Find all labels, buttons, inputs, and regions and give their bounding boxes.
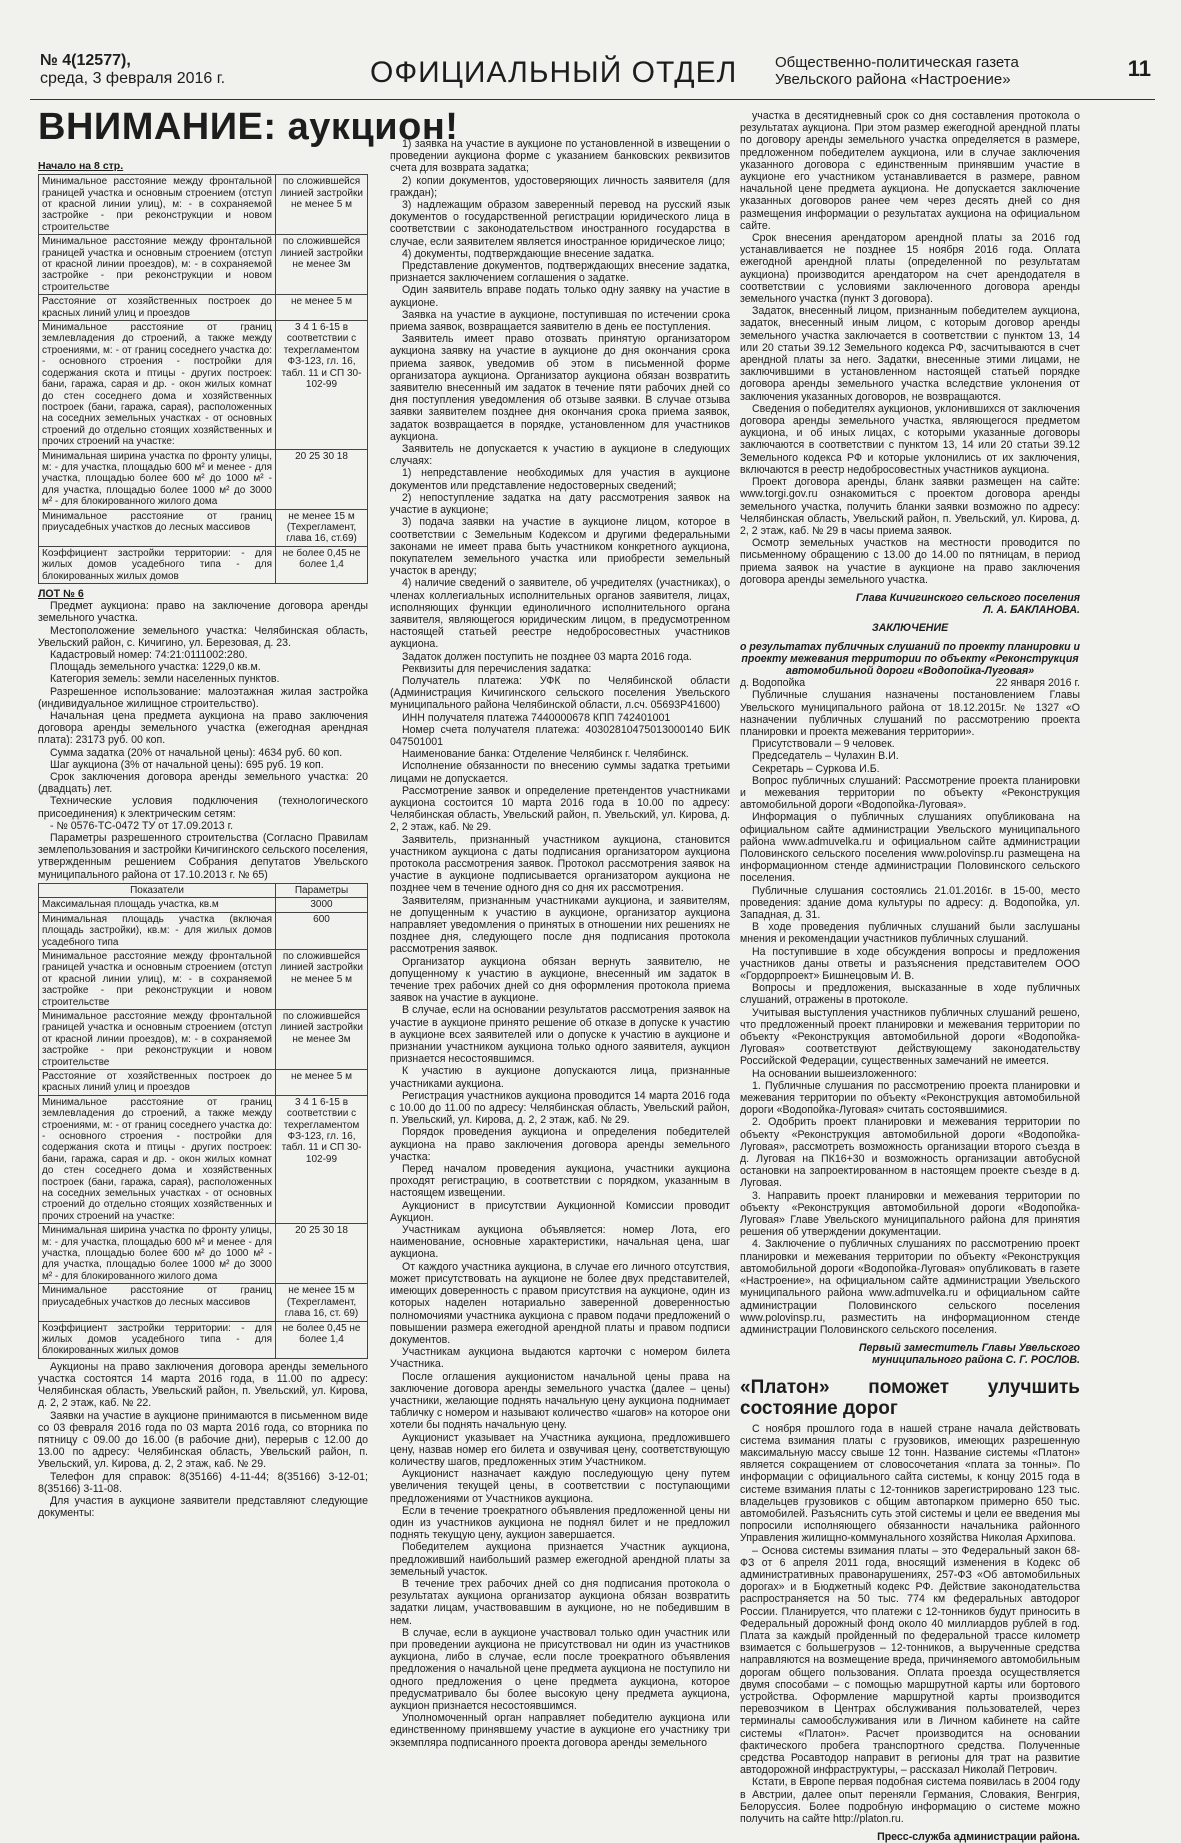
- conclusion-body: [740, 689, 1080, 1336]
- param-label: Минимальная ширина участка по фронту улицы, м: - для участка, площадью 600 м² и менее - для участка, площадью более 600 м² до 1000 м² - для участка, площадью более 1000 м² до 3000 м² - для блокированного жилого дома: [39, 1224, 276, 1284]
- param-value: 20 25 30 18: [276, 449, 368, 509]
- rules-paragraph: Регистрация участников аукциона проводится 14 марта 2016 года с 10.00 до 11.00 по адресу: Челябинская область, Увельский район, п. Увельский, ул. Кирова, д. 2, 2 этаж, каб. № 29.: [390, 1089, 730, 1127]
- rules-paragraph: 1) заявка на участие в аукционе по установленной в извещении о проведении аукциона форме с указанием банковских реквизитов счета для возврата задатка;: [390, 138, 730, 175]
- rules-paragraph: 1) непредставление необходимых для участия в аукционе документов или представление недостоверных сведений;: [390, 467, 730, 492]
- rules-paragraph: 2) копии документов, удостоверяющих личность заявителя (для граждан);: [390, 174, 730, 199]
- param-value: не менее 15 м (Техрегламент, глава 16, ст.69): [276, 509, 368, 546]
- rules-paragraph: К участию в аукционе допускаются лица, признанные участниками аукциона.: [390, 1065, 730, 1090]
- rules-paragraph: Получатель платежа: УФК по Челябинской области (Администрация Кичигинского сельского поселения Увельского муниципального района Челябинской области, л.сч. 05693P41600): [390, 674, 730, 712]
- rules-paragraph: Реквизиты для перечисления задатка:: [402, 662, 592, 675]
- rules-paragraph: Организатор аукциона обязан вернуть заявителю, не допущенному к участию в аукционе, внесенный им задаток в течение трех рабочих дней со дня оформления протокола приема заявок на участие в аукционе.: [390, 955, 730, 1005]
- table-row: [39, 321, 368, 449]
- auction-rules: [390, 138, 730, 1749]
- param-label: Расстояние от хозяйственных построек до красных линий улиц и проездов: [39, 295, 276, 321]
- table-row: [39, 235, 368, 295]
- param-label: Минимальное расстояние от границ приусадебных участков до лесных массивов: [39, 509, 276, 546]
- rules-paragraph: Представление документов, подтверждающих внесение задатка, признается заключением соглашения о задатке.: [390, 260, 730, 285]
- lot-paragraph: - № 0576-ТС-0472 ТУ от 17.09.2013 г.: [50, 819, 234, 832]
- table-row: [39, 1009, 368, 1069]
- rules-paragraph: Исполнение обязанности по внесению суммы задатка третьими лицами не допускается.: [390, 760, 730, 785]
- param-label: Минимальное расстояние от границ землевладения до строений, а также между строениями, м: - от границ соседнего участка до: - основного строения - постройки для содержания скота и птицы - других построек: бани, гаража, сарая и др. - окон жилых комнат до стен соседнего дома и хозяйственных построек (бани, гаража, сарая), расположенных на соседних земельных участках - от основных строений до отдельно стоящих хозяйственных и прочих строений на участке:: [39, 1095, 276, 1223]
- column-2: [390, 138, 730, 1749]
- rules-paragraph: 4) документы, подтверждающие внесение задатка.: [402, 247, 655, 260]
- issue-date: среда, 3 февраля 2016 г.: [40, 70, 226, 87]
- table-row: [39, 546, 368, 583]
- conclusion-paragraph: Вопрос публичных слушаний: Рассмотрение проекта планировки и межевания территории по объекту «Реконструкция автомобильной дороги «Водопойка-Луговая».: [740, 774, 1080, 812]
- place-date: 22 января 2016 г.: [995, 677, 1080, 690]
- params-table-2: [38, 883, 368, 1359]
- platon-paragraph: – Основа системы взимания платы – это Федеральный закон 68-ФЗ от 6 апреля 2011 года, вносящий изменения в Кодекс об административных правонарушениях, 257-ФЗ «Об автомобильных дорогах» и в Бюджетный кодекс РФ. Действие законодательства распространяется на 50 тыс. 774 км федеральных автодорог России. Планируется, что платежи с 12-тонников будут приносить в Федеральный дорожный фонд около 40 миллиардов рублей в год. Плата за каждый пройденный по федеральной трассе километр взимается с большегрузов – 12-тонников, а вырученные средства направляются на возмещение вреда, причиняемого автомобильным дорогам общего пользования. Оплата проезда осуществляется двумя способами – с помощью маршрутной карты или бортового устройства. Оформление маршрутной карты производится перевозчиком в Центрах обслуживания пользователей, через терминалы самообслуживания или в Личном кабинете на сайте системы «Платон». Расчет производится на основании фактического пробега транспортного средства. Полученные средства Росавтодор направит в регионы для трат на развитие автодорожной инфраструктуры, – рассказал Николай Петрович.: [740, 1544, 1080, 1777]
- platon-article: [740, 1423, 1080, 1826]
- param-label: Коэффициент застройки территории: - для жилых домов усадебного типа - для блокированных жилых домов: [39, 1321, 276, 1358]
- param-value: не менее 5 м: [276, 295, 368, 321]
- param-label: Минимальное расстояние от границ землевладения до строений, а также между строениями, м: - от границ соседнего участка до: - основного строения - постройки для содержания скота и птицы - других построек: бани, гаража, сарая и др. - окон жилых комнат до стен соседнего дома и хозяйственных построек (бани, гаража, сарая), расположенных на соседних земельных участках - от основных строений до отдельно стоящих хозяйственных и прочих строений на участке:: [39, 321, 276, 449]
- conclusion-paragraph: Присутствовали – 9 человек.: [752, 738, 895, 751]
- conclusion-paragraph: В ходе проведения публичных слушаний были заслушаны мнения и рекомендации участников публичных слушаний.: [740, 921, 1080, 946]
- conclusion-subtitle: о результатах публичных слушаний по проекту планировки и проекту межевания территории по объекту «Реконструкция автомобильной дороги «Водопойка-Луговая»: [740, 640, 1080, 677]
- lot-paragraph: Шаг аукциона (3% от начальной цены): 695 руб. 19 коп.: [50, 758, 324, 771]
- rules-paragraph: Аукционист указывает на Участника аукциона, предложившего цену, назвав номер его билета и озвучивая цену, соответствующую количеству шагов, предложенных этим Участником.: [390, 1431, 730, 1468]
- rules-paragraph: Порядок проведения аукциона и определения победителей аукциона на право заключения договора аренды земельного участка:: [390, 1126, 730, 1163]
- signature-2-title: Первый заместитель Главы Увельского: [858, 1342, 1080, 1355]
- signature-2: [740, 1342, 1080, 1366]
- terms-paragraph: Сведения о победителях аукционов, уклонившихся от заключения договора аренды земельного участка, являющегося предметом аукциона, и об иных лицах, с которыми указанные договоры заключаются в соответствии с пунктом 13, 14 или 20 статьи 39.12 Земельного кодекса РФ и которые уклонились от их заключения, включаются в реестр недобросовестных участников аукциона.: [740, 402, 1080, 476]
- conclusion-paragraph: Вопросы и предложения, высказанные в ходе публичных слушаний, отражены в протоколе.: [740, 982, 1080, 1007]
- rules-paragraph: 4) наличие сведений о заявителе, об учредителях (участниках), о членах коллегиальных исполнительных органов заявителя, лицах, исполняющих функции единоличного исполнительного органа заявителя, являющегося юридическим лицом, в предусмотренном настоящей статьей реестре недобросовестных участников аукциона.: [390, 577, 730, 651]
- param-value: 3 4 1 6-15 в соответствии с техрегламентом ФЗ-123, гл. 16, табл. 11 и СП 30-102-99: [276, 1095, 368, 1223]
- param-value: 3000: [276, 898, 368, 912]
- param-value: не более 0,45 не более 1,4: [276, 546, 368, 583]
- conclusion-paragraph: Публичные слушания состоялись 21.01.2016г. в 15-00, место проведения: здание дома культуры по адресу: д. Водопойка, ул. Западная, д. 31.: [740, 884, 1080, 921]
- conclusion-paragraph: Учитывая выступления участников публичных слушаний решено, что предложенный проект планировки и межевания территории по объекту «Реконструкция автомобильной дороги «Водопойка-Луговая» соответствуют действующему законодательству Российской Федерации, существенных замечаний не имеется.: [740, 1006, 1080, 1068]
- lot-paragraph: Технические условия подключения (технологического присоединения) к электрическим сетям:: [38, 795, 368, 820]
- rules-paragraph: 3) подача заявки на участие в аукционе лицом, которое в соответствии с Земельным Кодексом и другими федеральными законами не имеет права быть участником конкретного аукциона, покупателем земельного участка или приобрести земельный участок в аренду;: [390, 516, 730, 578]
- section-title: ОФИЦИАЛЬНЫЙ ОТДЕЛ: [370, 56, 738, 89]
- conclusion-paragraph: Информация о публичных слушаниях опубликована на официальном сайте администрации Увельского муниципального района www.admuvelka.ru и официальном сайте администрации Половинского сельского поселения www.polovinsp.ru размещена на информационном стенде администрации Половинского сельского поселения.: [740, 811, 1080, 885]
- issue-info: [40, 52, 225, 88]
- terms-paragraph: Срок внесения арендатором арендной платы за 2016 год устанавливается не позднее 15 ноября 2016 года. Оплата ежегодной арендной платы (определенной по результатам аукциона) производится арендатором на счет арендодателя в соответствии с условиями заключенного договора аренды земельного участка (пункт 3 договора).: [740, 232, 1080, 306]
- rules-paragraph: Заявитель не допускается к участию в аукционе в следующих случаях:: [390, 443, 730, 468]
- param-value: по сложившейся линией застройки не менее 3м: [276, 1009, 368, 1069]
- terms-paragraph: участка в десятидневный срок со дня составления протокола о результатах аукциона. При этом размер ежегодной арендной платы по договору аренды земельного участка определяется в размере, предложенном победителем аукциона, или в случае заключения указанного договора с единственным принявшим участие в аукционе его участником устанавливается в размере, равном начальной цене предмета аукциона. Не допускается заключение указанных договоров ранее чем через десять дней со дня размещения информации о результатах аукциона на официальном сайте.: [740, 110, 1080, 232]
- schedule-paragraph: Аукционы на право заключения договора аренды земельного участка состоятся 14 марта 2016 года, в 11.00 по адресу: Челябинская область, Увельский район, п. Увельский, ул. Кирова, д. 2, 2 этаж, каб. № 22.: [38, 1360, 368, 1410]
- param-value: по сложившейся линией застройки не менее 3м: [276, 235, 368, 295]
- param-label: Минимальное расстояние между фронтальной границей участка и основным строением (отступ от красной линии улиц), м: - в сохраняемой застройке - при реконструкции и новом строительстве: [39, 949, 276, 1009]
- lot-paragraph: Категория земель: земли населенных пунктов.: [50, 673, 280, 686]
- rules-paragraph: Один заявитель вправе подать только одну заявку на участие в аукционе.: [390, 284, 730, 309]
- rules-paragraph: Участникам аукциона объявляется: номер Лота, его наименование, основные характеристики, начальная цена, шаг аукциона.: [390, 1224, 730, 1261]
- terms-paragraph: Осмотр земельных участков на местности проводится по письменному обращению с 13.00 до 14.00 по пятницам, в период приема заявок на участие в аукционе на право заключения договора аренды земельного участка.: [740, 537, 1080, 586]
- continuation-note: Начало на 8 стр.: [38, 160, 124, 172]
- platon-paragraph: С ноября прошлого года в нашей стране начала действовать система взимания платы с грузовиков, имеющих разрешенную максимальную массу свыше 12 тонн. Название системы «Платон» является сокращением от словосочетания «плата за тонны». По информации с официального сайта системы, к концу 2015 года в системе взимания платы с 12-тонников зарегистрировано 123 тыс. владельцев грузовиков с общим автопарком примерно 650 тыс. автомобилей. Разъяснить суть этой системы и цели ее введения мы попросили исполняющего обязанности начальника районного Управления жилищно-коммунального хозяйства Николая Архипова.: [740, 1422, 1080, 1545]
- param-value: 20 25 30 18: [276, 1224, 368, 1284]
- lot-paragraph: Кадастровый номер: 74:21:0111002:280.: [50, 649, 248, 662]
- param-label: Минимальное расстояние от границ приусадебных участков до лесных массивов: [39, 1284, 276, 1321]
- paper-name-line1: Общественно-политическая газета: [775, 54, 1019, 71]
- rules-paragraph: Заявитель имеет право отозвать принятую организатором аукциона заявку на участие в аукционе до дня окончания срока приема заявок, уведомив об этом в письменной форме организатора аукциона. Организатор аукциона обязан возвратить заявителю внесенный им задаток в течение пяти рабочих дней со дня поступления уведомления об отзыве заявки. В случае отзыва заявки заявителем позднее дня окончания срока приема заявок, задаток возвращается в порядке, установленном для участников аукциона.: [390, 333, 730, 443]
- param-label: Максимальная площадь участка, кв.м: [39, 898, 276, 912]
- paper-name-line2: Увельского района «Настроение»: [775, 71, 1011, 88]
- param-value: не менее 5 м: [276, 1069, 368, 1095]
- param-value: не менее 15 м (Техрегламент, глава 16, ст. 69): [276, 1284, 368, 1321]
- conclusion-title: ЗАКЛЮЧЕНИЕ: [871, 622, 949, 635]
- param-value: не более 0,45 не более 1,4: [276, 1321, 368, 1358]
- signature-2-name: муниципального района С. Г. РОСЛОВ.: [872, 1354, 1080, 1367]
- lot-paragraph: Срок заключения договора аренды земельного участка: 20 (двадцать) лет.: [38, 771, 368, 796]
- rules-paragraph: В случае, если на основании результатов рассмотрения заявок на участие в аукционе принято решение об отказе в допуске к участию в аукционе всех заявителей или о допуске к участию в аукционе и признании участником аукциона только одного заявителя, аукцион признается несостоявшимся.: [390, 1004, 730, 1066]
- page-header: [30, 50, 1155, 100]
- rules-paragraph: 2) непоступление задатка на дату рассмотрения заявок на участие в аукционе;: [390, 491, 730, 517]
- rules-paragraph: Наименование банка: Отделение Челябинск г. Челябинск.: [402, 748, 689, 761]
- param-label: Расстояние от хозяйственных построек до красных линий улиц и проездов: [39, 1069, 276, 1095]
- param-value: по сложившейся линией застройки не менее 5 м: [276, 175, 368, 235]
- lot-paragraph: Разрешенное использование: малоэтажная жилая застройка (индивидуальное жилищное строительство).: [38, 685, 368, 710]
- table-row: [39, 509, 368, 546]
- table-row: [39, 1284, 368, 1321]
- rules-paragraph: Перед началом проведения аукциона, участники аукциона проходят регистрацию, в соответствии с порядком, указанным в настоящем извещении.: [390, 1163, 730, 1200]
- rules-paragraph: Участникам аукциона выдаются карточки с номером билета Участника.: [390, 1346, 730, 1371]
- signature-1-name: Л. А. БАКЛАНОВА.: [983, 604, 1080, 617]
- rules-paragraph: От каждого участника аукциона, в случае его личного отсутствия, может присутствовать на аукционе не более двух представителей, имеющих доверенность с правом присутствия на аукционе, один из которых наделен нотариально заверенной доверенностью полномочиями участника аукциона с правом подачи предложений о повышении размера ежегодной арендной платы и правом подписи документов.: [390, 1260, 730, 1346]
- lot-paragraph: Начальная цена предмета аукциона на право заключения договора аренды земельного участка (ежегодная арендная плата): 23173 руб. 00 коп.: [38, 710, 368, 747]
- conclusion-paragraph: На поступившие в ходе обсуждения вопросы и предложения участников даны ответы и разъяснения представителем ООО «Гордорпроект» Бишнецовым И. В.: [740, 945, 1080, 983]
- rules-paragraph: Заявитель, признанный участником аукциона, становится участником аукциона с даты подписания организатором аукциона протокола рассмотрения заявок. Протокол рассмотрения заявок на участие в аукционе подписывается организатором аукциона не позднее чем в течение одного дня со дня их рассмотрения.: [390, 833, 730, 895]
- conclusion-paragraph: 1. Публичные слушания по рассмотрению проекта планировки и межевания территории по объекту «Реконструкция автомобильной дороги «Водопойка-Луговая» считать состоявшимися.: [740, 1079, 1080, 1117]
- lot-paragraph: Местоположение земельного участка: Челябинская область, Увельский район, с. Кичигино, ул. Березовая, д. 23.: [38, 624, 368, 649]
- table-row: [39, 1224, 368, 1284]
- conclusion-paragraph: На основании вышеизложенного:: [752, 1067, 917, 1080]
- rules-paragraph: Заявителям, признанным участниками аукциона, и заявителям, не допущенным к участию в аукционе, организатор аукциона направляет уведомления о принятых в отношении них решениях не позднее дня, следующего после дня подписания протокола рассмотрения заявок.: [390, 894, 730, 956]
- table-row: [39, 1069, 368, 1095]
- press-service: Пресс-служба администрации района.: [877, 1831, 1080, 1843]
- table-row: [39, 949, 368, 1009]
- schedule-paragraph: Заявки на участие в аукционе принимаются в письменном виде со 03 февраля 2016 года по 03 марта 2016 года, со вторника по пятницу с 09.00 до 16.00 (в рабочие дни), перерыв с 12.00 до 13.00 по адресу: Челябинская область, Увельский район, п. Увельский, ул. Кирова, д. 2, 2 этаж, каб. № 29.: [38, 1409, 368, 1471]
- rules-paragraph: Уполномоченный орган направляет победителю аукциона или единственному принявшему участие в аукционе его участнику три экземпляра подписанного проекта договора аренды земельного: [390, 1712, 730, 1749]
- param-label: Минимальная ширина участка по фронту улицы, м: - для участка, площадью 600 м² и менее - для участка, площадью более 600 м² до 1000 м² - для участка, площадью более 1000 м² до 3000 м² - для блокированного жилого дома: [39, 449, 276, 509]
- auction-schedule: [38, 1361, 368, 1520]
- terms-paragraph: Проект договора аренды, бланк заявки размещен на сайте: www.torgi.gov.ru ознакомиться с проектом договора аренды земельного участка, получить бланки заявки возможно по адресу: Челябинская область, Увельский район, п. Увельский, ул. Кирова, д. 2, 2 этаж, каб. № 29 в часы приема заявок.: [740, 476, 1080, 537]
- table-row: [39, 1321, 368, 1358]
- terms-paragraph: Задаток, внесенный лицом, признанным победителем аукциона, задаток, внесенный иным лицом, с которым договор аренды земельного участка заключается в соответствии с пунктом 13, 14 или 20 статьи 39.12 Земельного кодекса РФ, засчитываются в счет арендной платы за него. Задатки, внесенные этими лицами, не заключившими в установленном настоящей статьей порядке договора аренды земельного участка вследствие уклонения от заключения указанных договоров, не возвращаются.: [740, 305, 1080, 403]
- table-row: [39, 912, 368, 949]
- table-row: [39, 449, 368, 509]
- param-value: 600: [276, 912, 368, 949]
- lot-paragraph: Предмет аукциона: право на заключение договора аренды земельного участка.: [38, 600, 368, 625]
- param-label: Минимальная площадь участка (включая площадь застройки), кв.м: - для жилых домов усадебного типа: [39, 912, 276, 949]
- rules-paragraph: В течение трех рабочих дней со дня подписания протокола о результатах аукциона организатор аукциона обязан возвратить задатки лицам, участвовавшим в аукционе, но не победившим в нем.: [390, 1577, 730, 1627]
- signature-1-title: Глава Кичигинского сельского поселения: [856, 591, 1080, 604]
- place: д. Водопойка: [740, 677, 806, 690]
- issue-number: № 4(12577),: [40, 52, 131, 69]
- param-value: 3 4 1 6-15 в соответствии с техрегламентом ФЗ-123, гл. 16, табл. 11 и СП 30-102-99: [276, 321, 368, 449]
- conclusion-paragraph: 3. Направить проект планировки и межевания территории по объекту «Реконструкция автомобильной дороги «Водопойка-Луговая» Главе Увельского муниципального района для принятия решения об утверждении документации.: [740, 1189, 1080, 1239]
- place-date-row: [740, 677, 1080, 689]
- param-label: Коэффициент застройки территории: - для жилых домов усадебного типа - для блокированных жилых домов: [39, 546, 276, 583]
- table-row: [39, 1095, 368, 1223]
- table-row: [39, 295, 368, 321]
- rules-paragraph: После оглашения аукционистом начальной цены права на заключение договора аренды земельного участка (далее – цены) участники, желающие поднять начальную цену аукциона поднимает табличку с номером и называют количество «шагов» на которое они хотели бы поднять начальную цену.: [390, 1370, 730, 1432]
- param-label: Минимальное расстояние между фронтальной границей участка и основным строением (отступ от красной линии проездов), м: - в сохраняемой застройке - при реконструкции и новом строительстве: [39, 235, 276, 295]
- param-label: Минимальное расстояние между фронтальной границей участка и основным строением (отступ от красной линии улиц), м: - в сохраняемой застройке - при реконструкции и новом строительстве: [39, 175, 276, 235]
- rules-paragraph: Заявка на участие в аукционе, поступившая по истечении срока приема заявок, возвращается заявителю в день ее поступления.: [390, 308, 730, 334]
- param-value: по сложившейся линией застройки не менее 5 м: [276, 949, 368, 1009]
- rules-paragraph: Победителем аукциона признается Участник аукциона, предложивший наибольший размер ежегодной арендной платы за земельный участок.: [390, 1541, 730, 1578]
- headline: ВНИМАНИЕ: аукцион!: [38, 106, 459, 148]
- conclusion-paragraph: 4. Заключение о публичных слушаниях по рассмотрению проект планировки и межевания территории по объекту «Реконструкция автомобильной дороги «Водопойка-Луговая» опубликовать в газете «Настроение», на официальном сайте администрации Увельского муниципального района www.admuvelka.ru и официальном сайте администрации Половинского сельского поселения www.polovinsp.ru, разместить на информационном стенде администрации Половинского сельского поселения.: [740, 1238, 1080, 1336]
- rules-paragraph: Номер счета получателя платежа: 40302810475013000140 БИК 047501001: [390, 723, 730, 748]
- conclusion-paragraph: Председатель – Чулахин В.И.: [752, 750, 899, 763]
- schedule-paragraph: Для участия в аукционе заявители представляют следующие документы:: [38, 1494, 368, 1520]
- platon-headline: «Платон» поможет улучшить состояние дорог: [740, 1376, 1080, 1419]
- lot-description: [38, 600, 368, 881]
- rules-paragraph: Задаток должен поступить не позднее 03 марта 2016 года.: [402, 650, 692, 663]
- paper-name: [775, 54, 1095, 88]
- newspaper-page: [30, 50, 1155, 1843]
- column-3: [740, 110, 1080, 1843]
- column-1: [38, 108, 368, 1648]
- table-head-params: Параметры: [276, 883, 368, 897]
- param-label: Минимальное расстояние между фронтальной границей участка и основным строением (отступ от красной линии проездов), м: - в сохраняемой застройке - при реконструкции и новом строительстве: [39, 1009, 276, 1069]
- rules-paragraph: Если в течение троекратного объявления предложенной цены ни один из участников аукциона не поднял билет и не предложил поднять текущую цену, аукцион завершается.: [390, 1504, 730, 1542]
- signature-1: [740, 592, 1080, 616]
- lot-paragraph: Параметры разрешенного строительства (Согласно Правилам землепользования и застройки Кичигинского сельского поселения, утвержденным решением Собрания депутатов Увельского муниципального района от 17.10.2013 г. № 65): [38, 832, 369, 881]
- table-row: [39, 898, 368, 912]
- rules-paragraph: 3) надлежащим образом заверенный перевод на русский язык документов о государственной регистрации юридического лица в соответствии с законодательством иностранного государства в случае, если заявителем является иностранное юридическое лицо;: [390, 199, 730, 248]
- lot-paragraph: Сумма задатка (20% от начальной цены): 4634 руб. 60 коп.: [50, 746, 343, 759]
- rules-paragraph: Рассмотрение заявок и определение претендентов участниками аукциона состоится 10 марта 2016 года в 10.00 по адресу: Челябинская область, Увельский район, п. Увельский, ул. Кирова, д. 2, 2 этаж, каб. № 29.: [390, 784, 730, 834]
- conclusion-paragraph: Публичные слушания назначены постановлением Главы Увельского муниципального района от 18.12.2015г. № 1327 «О назначении публичных слушаний по рассмотрению проекта планировки и проекта межевания территории».: [740, 689, 1080, 738]
- rules-paragraph: ИНН получателя платежа 7440000678 КПП 742401001: [402, 711, 671, 724]
- rules-paragraph: Аукционист назначает каждую последующую цену путем увеличения текущей цены, в соответствии с поступающими предложениями от Участников аукциона.: [390, 1468, 730, 1505]
- rules-paragraph: В случае, если в аукционе участвовал только один участник или при проведении аукциона не присутствовал ни один из участников аукциона, либо в случае, если после троекратного объявления предложения о начальной цене предмета аукциона не поступило ни одного предложения о цене предмета аукциона, которое предусматривало бы более высокую цену предмета аукциона, аукцион признается несостоявшимся.: [390, 1626, 730, 1712]
- lease-terms: [740, 110, 1080, 586]
- params-table-1: [38, 174, 368, 584]
- platon-paragraph: Кстати, в Европе первая подобная система появилась в 2004 году в Австрии, далее опыт переняли Германия, Словакия, Венгрия, Белоруссия. Более подробную информацию о системе можно получить на сайте http://platon.ru.: [740, 1776, 1080, 1826]
- lot-paragraph: Площадь земельного участка: 1229,0 кв.м.: [50, 661, 261, 674]
- rules-paragraph: Аукционист в присутствии Аукционной Комиссии проводит Аукцион.: [390, 1199, 730, 1224]
- conclusion-paragraph: 2. Одобрить проект планировки и межевания территории по объекту «Реконструкция автомобильной дороги «Водопойка-Луговая», рассмотреть возможность организации второго съезда в д. Луговая на ПК16+30 и возможность организации автобусной остановки на запроектированном в настоящем проекте съезде в д. Луговая.: [740, 1116, 1080, 1190]
- table-row: [39, 175, 368, 235]
- page-number: 11: [1127, 56, 1151, 81]
- lot-title: ЛОТ № 6: [38, 588, 84, 601]
- conclusion-paragraph: Секретарь – Суркова И.Б.: [752, 762, 880, 775]
- schedule-paragraph: Телефон для справок: 8(35166) 4-11-44; 8(35166) 3-12-01; 8(35166) 3-11-08.: [38, 1470, 368, 1495]
- table-head-indicators: Показатели: [39, 883, 276, 897]
